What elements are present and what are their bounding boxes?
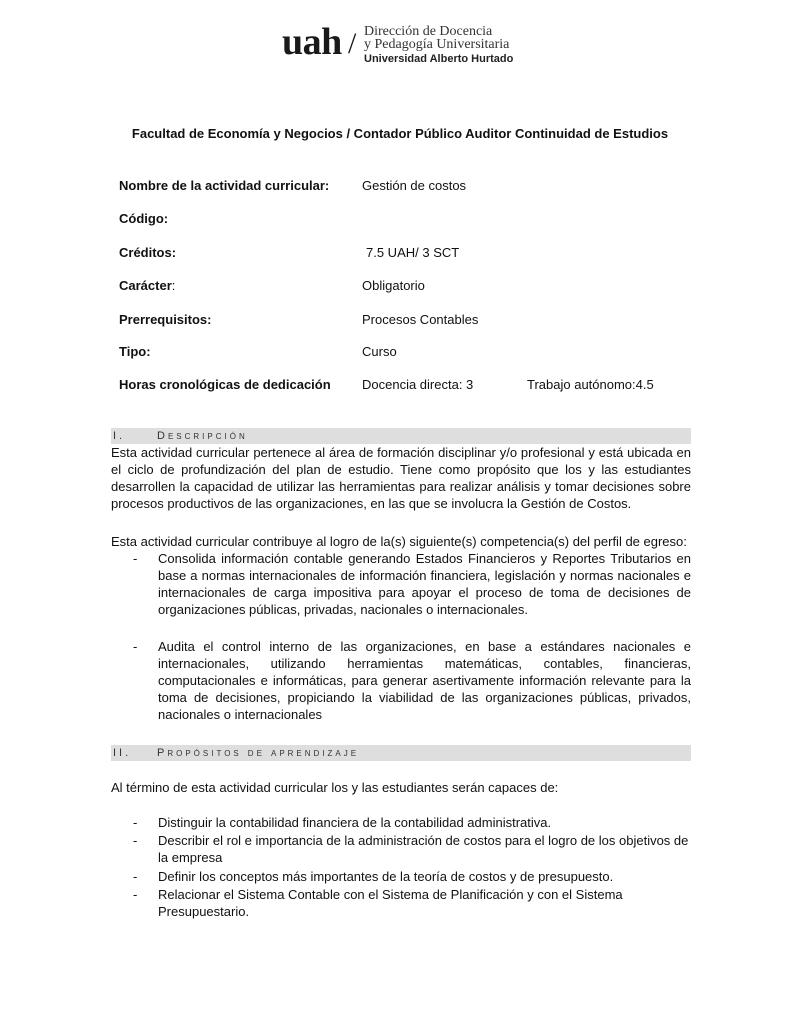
credits-label: Créditos: <box>119 245 177 260</box>
description-paragraph: Esta actividad curricular pertenece al área de formación disciplinar y/o profesional y está ubicada en el ciclo de profundización del plan de estudio. Tiene como propósito que los y las estudiantes desarrollen la capacidad de utilizar las herramientas para realizar análisis y tomar decisiones sobre procesos productivos de las organizaciones, en las que se involucra la Gestión de Costos. <box>111 445 691 511</box>
type-label: Tipo: <box>119 344 151 359</box>
section-number: II. <box>113 747 132 759</box>
competencies-intro: Esta actividad curricular contribuye al logro de la(s) siguiente(s) competencia(s) del perfil de egreso: <box>111 534 687 549</box>
info-row-character <box>119 278 719 296</box>
character-value: Obligatorio <box>362 278 425 293</box>
section-number: I. <box>113 430 126 442</box>
character-label-text: Carácter <box>119 278 172 293</box>
info-row-code <box>119 211 719 229</box>
prereq-label: Prerrequisitos: <box>119 312 212 327</box>
faculty-title: Facultad de Economía y Negocios / Contador Público Auditor Continuidad de Estudios <box>131 126 669 141</box>
logo-slash: / <box>348 27 357 60</box>
purpose-text: Describir el rol e importancia de la administración de costos para el logro de los objetivos de la empresa <box>158 833 689 865</box>
credits-value: 7.5 UAH/ 3 SCT <box>366 245 460 260</box>
competency-text: Consolida información contable generando Estados Financieros y Reportes Tributarios en base a normas internacionales de información financiera, legislación y normas nacionales e internacionales de carga impositiva para apoyar el proceso de toma de decisiones de organizaciones públicas, privadas, nacionales o internacionales. <box>158 551 691 617</box>
info-row-type <box>119 344 719 362</box>
bullet-dash: - <box>133 639 138 654</box>
character-label <box>119 278 175 293</box>
hours-direct: Docencia directa: 3 <box>362 377 474 392</box>
section-title: Descripción <box>157 430 248 442</box>
purposes-intro: Al término de esta actividad curricular los y las estudiantes serán capaces de: <box>111 780 559 795</box>
info-row-prereq <box>119 312 719 330</box>
section-title: Propósitos de aprendizaje <box>157 747 360 759</box>
character-colon: : <box>171 278 176 293</box>
name-value: Gestión de costos <box>362 178 467 193</box>
bullet-dash: - <box>133 551 138 566</box>
name-label: Nombre de la actividad curricular: <box>119 178 330 193</box>
bullet-dash: - <box>133 869 138 884</box>
bullet-dash: - <box>133 815 138 830</box>
department-name <box>364 25 509 51</box>
section-heading-description <box>111 428 691 444</box>
info-row-hours <box>119 377 719 395</box>
purpose-text: Distinguir la contabilidad financiera de la contabilidad administrativa. <box>158 815 552 830</box>
prereq-value: Procesos Contables <box>362 312 479 327</box>
department-line-2: y Pedagogía Universitaria <box>364 37 510 52</box>
hours-autonomous: Trabajo autónomo:4.5 <box>527 377 654 392</box>
bullet-dash: - <box>133 887 138 902</box>
purpose-text: Definir los conceptos más importantes de la teoría de costos y de presupuesto. <box>158 869 614 884</box>
hours-label: Horas cronológicas de dedicación <box>119 377 331 392</box>
department-line-1: Dirección de Docencia <box>364 24 493 39</box>
university-name: Universidad Alberto Hurtado <box>364 53 514 65</box>
header <box>0 22 800 72</box>
type-value: Curso <box>362 344 397 359</box>
code-label: Código: <box>119 211 169 226</box>
section-heading-purposes <box>111 745 691 761</box>
info-row-credits <box>119 245 719 263</box>
uah-logo: uah <box>282 21 342 63</box>
info-row-name <box>119 178 719 196</box>
purpose-text: Relacionar el Sistema Contable con el Sistema de Planificación y con el Sistema Presupuestario. <box>158 887 623 919</box>
bullet-dash: - <box>133 833 138 848</box>
competency-text: Audita el control interno de las organizaciones, en base a estándares nacionales e internacionales, utilizando herramientas matemáticas, contables, financieras, computacionales e informáticas, para generar asertivamente información relevante para la toma de decisiones, propiciando la viabilidad de las organizaciones públicas, privados, nacionales o internacionales <box>158 639 691 722</box>
